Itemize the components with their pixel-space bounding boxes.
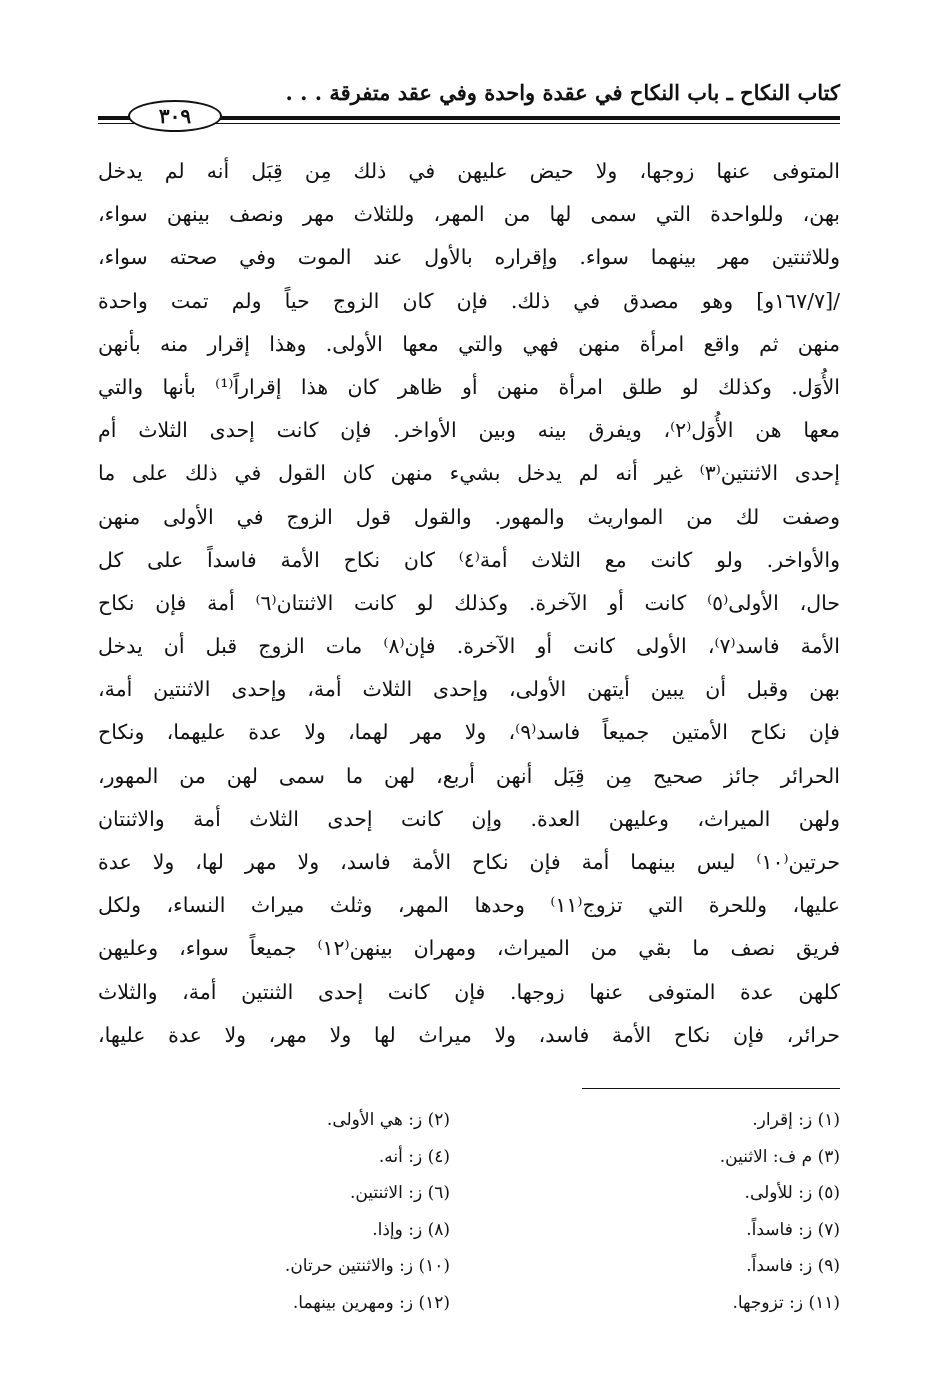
- text-line: بهن، وللواحدة التي سمى لها من المهر، وللثلاث مهر ونصف بينهن سواء،: [98, 202, 840, 227]
- footnote: (٢) ز: هي الأولى.: [326, 1110, 450, 1130]
- footnote: (١١) ز: تزوجها.: [732, 1292, 840, 1313]
- footnote: (٧) ز: فاسداً.: [746, 1219, 840, 1240]
- page-header: [98, 72, 840, 130]
- footnote-separator: [582, 1088, 840, 1089]
- footnote: (١٢) ز: ومهرين بينهما.: [292, 1292, 450, 1313]
- text-line: /[١٦٧/٧و] وهو مصدق في ذلك. فإن كان الزوج حياً ولم تمت واحدة: [98, 288, 840, 313]
- footnote: (٤) ز: أنه.: [378, 1146, 450, 1167]
- text-line: كلهن عدة المتوفى عنها زوجها. فإن كانت إحدى الثنتين أمة، والثلاث: [98, 979, 840, 1004]
- text-line: الأمة فاسد⁽٧⁾، الأولى كانت أو الآخرة. فإن⁽٨⁾ مات الزوج قبل أن يدخل: [98, 634, 840, 659]
- text-line: حال، الأولى⁽٥⁾ كانت أو الآخرة. وكذلك لو كانت الاثنتان⁽٦⁾ أمة فإن نكاح: [98, 590, 840, 615]
- footnotes: [230, 1102, 840, 1322]
- text-line: الأُوَل. وكذلك لو طلق امرأة منهن أو ظاهر كان هذا إقراراً⁽¹⁾ بأنها والتي: [98, 374, 840, 399]
- text-line: الحرائر جائز صحيح مِن قِبَل أنهن أربع، لهن ما سمى لهن من المهور،: [98, 763, 840, 788]
- footnotes-left-column: [150, 1102, 450, 1322]
- text-line: إحدى الاثنتين⁽٣⁾ غير أنه لم يدخل بشيء منهن كان القول في ذلك على ما: [98, 461, 840, 486]
- text-line: فإن نكاح الأمتين جميعاً فاسد⁽٩⁾، ولا مهر لهما، ولا عدة عليهما، ونكاح: [98, 720, 840, 745]
- text-line: معها هن الأُوَل⁽٢⁾، ويفرق بينه وبين الأواخر. فإن كانت إحدى الثلاث أم: [98, 418, 840, 443]
- text-line: حرتين⁽١٠⁾ ليس بينهما أمة فإن نكاح الأمة فاسد، ولا مهر لها، ولا عدة: [98, 850, 840, 874]
- text-line: المتوفى عنها زوجها، ولا حيض عليهن في ذلك مِن قِبَل أنه لم يدخل: [98, 159, 840, 183]
- running-title: كتاب النكاح ـ باب النكاح في عقدة واحدة وفي عقد متفرقة . . .: [285, 80, 840, 105]
- footnote: (٥) ز: للأولى.: [744, 1183, 840, 1204]
- footnote: (٩) ز: فاسداً.: [746, 1256, 840, 1277]
- text-line: ولهن الميراث، وعليهن العدة. وإن كانت إحدى الثلاث أمة والاثنتان: [98, 806, 840, 831]
- text-line: بهن وقبل أن يبين أيتهن الأولى، وإحدى الثلاث أمة، وإحدى الاثنتين أمة،: [98, 677, 840, 702]
- page-number: ٣٠٩: [128, 100, 222, 132]
- footnote: (٨) ز: وإذا.: [372, 1219, 450, 1240]
- footnote: (٦) ز: الاثنتين.: [349, 1183, 450, 1204]
- text-line: حرائر، فإن نكاح الأمة فاسد، ولا ميراث لها ولا مهر، ولا عدة عليها،: [98, 1022, 840, 1047]
- main-text: [98, 150, 840, 1057]
- text-line: منهن ثم واقع امرأة منهن فهي والتي معها الأولى. وهذا إقرار منه بأنهن: [98, 331, 840, 356]
- footnote: (١٠) ز: والاثنتين حرتان.: [284, 1256, 450, 1277]
- text-line: والأواخر. ولو كانت مع الثلاث أمة⁽٤⁾ كان نكاح الأمة فاسداً على كل: [98, 547, 840, 572]
- text-line: فريق نصف ما بقي من الميراث، ومهران بينهن⁽١٢⁾ جميعاً سواء، وعليهن: [98, 936, 840, 961]
- footnote: (١) ز: إقرار.: [752, 1110, 840, 1130]
- text-line: عليها، وللحرة التي تزوج⁽١١⁾ وحدها المهر، وثلث ميراث النساء، ولكل: [98, 893, 840, 918]
- text-line: وللاثنتين مهر بينهما سواء. وإقراره بالأول عند الموت وفي صحته سواء،: [98, 245, 840, 270]
- footnote: (٣) م ف: الاثنين.: [719, 1146, 840, 1167]
- footnotes-right-column: [540, 1102, 840, 1322]
- text-line: وصفت لك من المواريث والمهور. والقول قول الزوج في الأولى منهن: [98, 504, 840, 529]
